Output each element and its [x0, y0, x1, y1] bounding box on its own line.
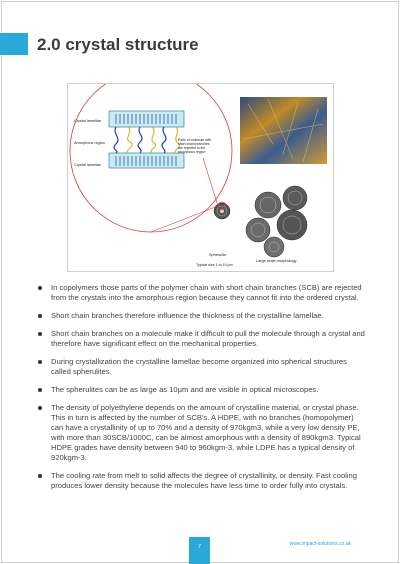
page-title: 2.0 crystal structure — [37, 35, 199, 54]
bullet-dot — [38, 406, 42, 410]
figure-graphic — [68, 84, 333, 271]
label-crystal-bottom: Crystal lamellae — [74, 163, 102, 167]
spherulite-cluster — [246, 186, 307, 257]
title-accent-bar — [0, 33, 28, 55]
label-crystal-top: Crystal lamellae — [74, 119, 102, 123]
bullet-item — [36, 329, 366, 349]
bullet-dot — [38, 286, 42, 290]
label-note-2: short chain branches — [178, 142, 210, 146]
bullet-text: Short chain branches therefore influence the thickness of the crystalline lamellae. — [51, 311, 324, 320]
label-morphology: Large scale morphology — [256, 259, 297, 263]
label-note-4: amorphous region — [178, 150, 206, 154]
bullet-item — [36, 471, 366, 491]
bullet-item — [36, 311, 366, 321]
label-note-1: Parts of molecule with — [178, 138, 212, 142]
bullet-text: The cooling rate from melt to solid affects the degree of crystallinity, or density. Fast cooling produces lower density because the molecules have less time to order fully into crystals. — [51, 471, 357, 490]
label-typical-size: Typical size 1 to 10 µm — [196, 263, 233, 267]
bullet-dot — [38, 314, 42, 318]
bullet-dot — [38, 332, 42, 336]
page-number: 7 — [198, 544, 201, 550]
bullet-dot — [38, 360, 42, 364]
bullet-item — [36, 283, 366, 303]
label-spherulite: Spherulite — [209, 253, 227, 257]
bullet-item — [36, 403, 366, 463]
bullet-text: Short chain branches on a molecule make it difficult to pull the molecule through a crystal and therefore have significant effect on the mechanical properties. — [51, 329, 365, 348]
label-note-3: are rejected to the — [178, 146, 206, 150]
bullet-item — [36, 385, 366, 395]
micrograph-image — [240, 97, 327, 164]
bullet-dot — [38, 388, 42, 392]
label-amorphous: Amorphous region — [74, 141, 106, 145]
bullet-item — [36, 357, 366, 377]
page-number-tab — [189, 537, 210, 564]
bullet-text: The density of polyethylene depends on the amount of crystalline material, or crystal phase. This in turn is affected by the number of SCB's. A HDPE, with no branches (homopolymer) can have a crystallinity of up to 70% and a density of 970kgm3, while a very low density PE, with more than 30SCB/1000C, can be almost amorphous with a density of 890kgm3. Typical HDPE grades have density between 940 to 960kgm-3, while LDPE has a typical density of 920kgm-3. — [51, 403, 361, 462]
bullet-text: The spherulites can be as large as 10µm and are visible in optical microscopes. — [51, 385, 319, 394]
zoom-line — [151, 206, 218, 232]
crystal-structure-figure — [67, 83, 334, 272]
bullet-dot — [38, 474, 42, 478]
bullet-text: During crystallization the crystalline lamellae become organized into spherical structures called spherulites. — [51, 357, 347, 376]
zoom-line — [203, 158, 218, 206]
bullet-text: In copolymers those parts of the polymer chain with short chain branches (SCB) are rejected from the crystals into the amorphous region because they cannot fit into the ordered crystal. — [51, 283, 362, 302]
footer-url-link[interactable]: www.impact-solutions.co.uk — [289, 541, 351, 547]
bullet-list — [36, 283, 366, 499]
spherulite-small — [214, 202, 230, 219]
